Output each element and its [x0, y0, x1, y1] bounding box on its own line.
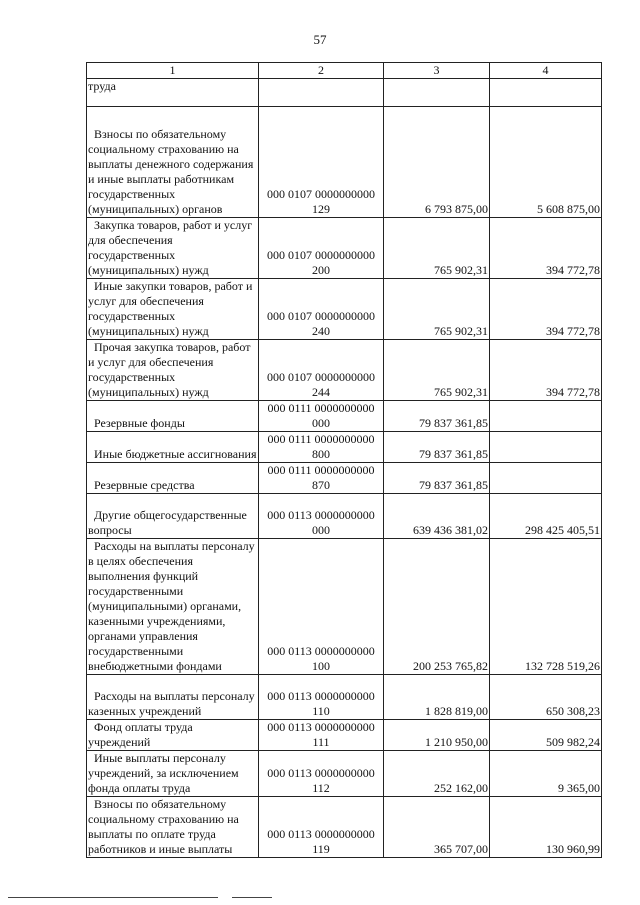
row-col4-cell — [490, 539, 602, 675]
row-col3-text: 1 210 950,00 — [425, 735, 488, 749]
row-name-text: Прочая закупка товаров, работ и услуг для обеспечения государственных (муниципальных) нужд — [88, 340, 251, 399]
row-col3-cell — [384, 218, 490, 279]
row-name-cell — [87, 340, 259, 401]
row-col3-cell — [384, 720, 490, 751]
row-col4-text: 509 982,24 — [546, 735, 600, 749]
row-name-text: труда — [88, 79, 116, 93]
table-row — [87, 432, 602, 463]
table-row — [87, 720, 602, 751]
row-code-cell — [259, 720, 384, 751]
row-name-cell — [87, 720, 259, 751]
row-name-text: Резервные средства — [94, 478, 195, 492]
row-code-text: 000 0107 0000000000 129 — [267, 187, 375, 216]
row-code-text: 000 0107 0000000000 200 — [267, 248, 375, 277]
row-name-cell — [87, 218, 259, 279]
row-code-text: 000 0111 0000000000 870 — [267, 463, 375, 492]
row-code-text: 000 0113 0000000000 100 — [267, 644, 375, 673]
page-number: 57 — [313, 32, 327, 47]
row-col3-cell — [384, 79, 490, 107]
table-row — [87, 797, 602, 858]
row-name-cell — [87, 401, 259, 432]
row-col4-cell — [490, 494, 602, 539]
row-name-text: Расходы на выплаты персоналу в целях обеспечения выполнения функций государственными (муниципальными) органами, казенными учреждениями, органами управления государственными внебюджетными фондами — [88, 539, 255, 673]
row-code-cell — [259, 401, 384, 432]
row-code-text: 000 0113 0000000000 119 — [267, 827, 375, 856]
row-code-text: 000 0111 0000000000 000 — [267, 401, 375, 430]
row-name-text: Расходы на выплаты персоналу казенных учреждений — [88, 689, 255, 718]
row-col3-cell — [384, 797, 490, 858]
row-code-cell — [259, 432, 384, 463]
row-name-cell — [87, 751, 259, 797]
row-col4-text: 9 365,00 — [558, 781, 600, 795]
row-code-cell — [259, 539, 384, 675]
row-name-cell — [87, 463, 259, 494]
table-row — [87, 79, 602, 107]
row-col4-cell — [490, 79, 602, 107]
row-name-cell — [87, 279, 259, 340]
row-col4-cell — [490, 797, 602, 858]
row-name-text: Иные закупки товаров, работ и услуг для обеспечения государственных (муниципальных) нужд — [88, 279, 253, 338]
row-col3-text: 765 902,31 — [434, 324, 488, 338]
row-col4-cell — [490, 463, 602, 494]
row-code-cell — [259, 494, 384, 539]
row-code-cell — [259, 797, 384, 858]
column-header-2: 2 — [259, 63, 384, 79]
row-col3-cell — [384, 463, 490, 494]
row-code-cell — [259, 79, 384, 107]
row-col4-cell — [490, 401, 602, 432]
row-col4-text: 394 772,78 — [546, 263, 600, 277]
row-col3-cell — [384, 539, 490, 675]
row-col4-cell — [490, 340, 602, 401]
row-name-cell — [87, 494, 259, 539]
row-name-text: Фонд оплаты труда учреждений — [88, 720, 193, 749]
row-code-cell — [259, 218, 384, 279]
row-col3-text: 1 828 819,00 — [425, 704, 488, 718]
row-col3-text: 200 253 765,82 — [413, 659, 488, 673]
row-col4-text: 130 960,99 — [546, 842, 600, 856]
row-col3-cell — [384, 340, 490, 401]
row-col4-cell — [490, 720, 602, 751]
row-name-cell — [87, 79, 259, 107]
row-code-text: 000 0107 0000000000 244 — [267, 370, 375, 399]
row-name-cell — [87, 539, 259, 675]
row-col3-cell — [384, 494, 490, 539]
row-code-cell — [259, 675, 384, 720]
row-name-cell — [87, 107, 259, 218]
row-code-text: 000 0113 0000000000 000 — [267, 508, 375, 537]
row-col3-text: 79 837 361,85 — [419, 478, 488, 492]
row-name-cell — [87, 675, 259, 720]
row-col4-cell — [490, 279, 602, 340]
row-col4-cell — [490, 218, 602, 279]
row-col3-cell — [384, 751, 490, 797]
row-col3-cell — [384, 279, 490, 340]
row-col3-text: 365 707,00 — [434, 842, 488, 856]
row-name-text: Резервные фонды — [94, 416, 185, 430]
column-header-3: 3 — [384, 63, 490, 79]
row-col4-text: 298 425 405,51 — [525, 523, 600, 537]
row-col4-cell — [490, 107, 602, 218]
table-row — [87, 279, 602, 340]
row-col3-cell — [384, 432, 490, 463]
table-row — [87, 401, 602, 432]
scan-edge-mark — [0, 897, 640, 901]
row-col4-cell — [490, 432, 602, 463]
table-row — [87, 218, 602, 279]
budget-table — [86, 62, 602, 858]
row-code-text: 000 0113 0000000000 112 — [267, 766, 375, 795]
row-name-text: Закупка товаров, работ и услуг для обеспечения государственных (муниципальных) нужд — [88, 218, 253, 277]
row-col4-text: 394 772,78 — [546, 385, 600, 399]
row-col3-text: 639 436 381,02 — [413, 523, 488, 537]
table-row — [87, 751, 602, 797]
row-col3-text: 79 837 361,85 — [419, 416, 488, 430]
row-name-text: Иные бюджетные ассигнования — [94, 447, 257, 461]
row-col3-cell — [384, 675, 490, 720]
row-code-text: 000 0107 0000000000 240 — [267, 309, 375, 338]
row-col3-text: 765 902,31 — [434, 385, 488, 399]
row-col3-text: 765 902,31 — [434, 263, 488, 277]
row-code-cell — [259, 279, 384, 340]
row-name-text: Иные выплаты персоналу учреждений, за исключением фонда оплаты труда — [88, 751, 239, 795]
row-name-text: Другие общегосударственные вопросы — [88, 508, 247, 537]
table-row — [87, 463, 602, 494]
row-name-cell — [87, 432, 259, 463]
row-name-text: Взносы по обязательному социальному страхованию на выплаты денежного содержания и иные выплаты работникам государственных (муниципальных) органов — [88, 127, 254, 216]
row-code-text: 000 0111 0000000000 800 — [267, 432, 375, 461]
row-code-text: 000 0113 0000000000 110 — [267, 689, 375, 718]
table-row — [87, 107, 602, 218]
table-header-row — [87, 63, 602, 79]
table-row — [87, 340, 602, 401]
row-col3-text: 79 837 361,85 — [419, 447, 488, 461]
row-code-cell — [259, 463, 384, 494]
table-row — [87, 494, 602, 539]
row-col3-cell — [384, 401, 490, 432]
row-code-text: 000 0113 0000000000 111 — [267, 720, 375, 749]
row-code-cell — [259, 107, 384, 218]
row-col3-text: 252 162,00 — [434, 781, 488, 795]
table-row — [87, 675, 602, 720]
row-code-cell — [259, 340, 384, 401]
table-row — [87, 539, 602, 675]
row-col4-cell — [490, 675, 602, 720]
row-code-cell — [259, 751, 384, 797]
row-col4-text: 650 308,23 — [546, 704, 600, 718]
table-body — [87, 79, 602, 858]
column-header-4: 4 — [490, 63, 602, 79]
row-col4-text: 394 772,78 — [546, 324, 600, 338]
row-col4-cell — [490, 751, 602, 797]
row-col3-text: 6 793 875,00 — [425, 202, 488, 216]
row-col4-text: 132 728 519,26 — [525, 659, 600, 673]
row-col4-text: 5 608 875,00 — [537, 202, 600, 216]
row-col3-cell — [384, 107, 490, 218]
row-name-cell — [87, 797, 259, 858]
row-name-text: Взносы по обязательному социальному страхованию на выплаты по оплате труда работников и иные выплаты — [88, 797, 239, 856]
column-header-1: 1 — [87, 63, 259, 79]
